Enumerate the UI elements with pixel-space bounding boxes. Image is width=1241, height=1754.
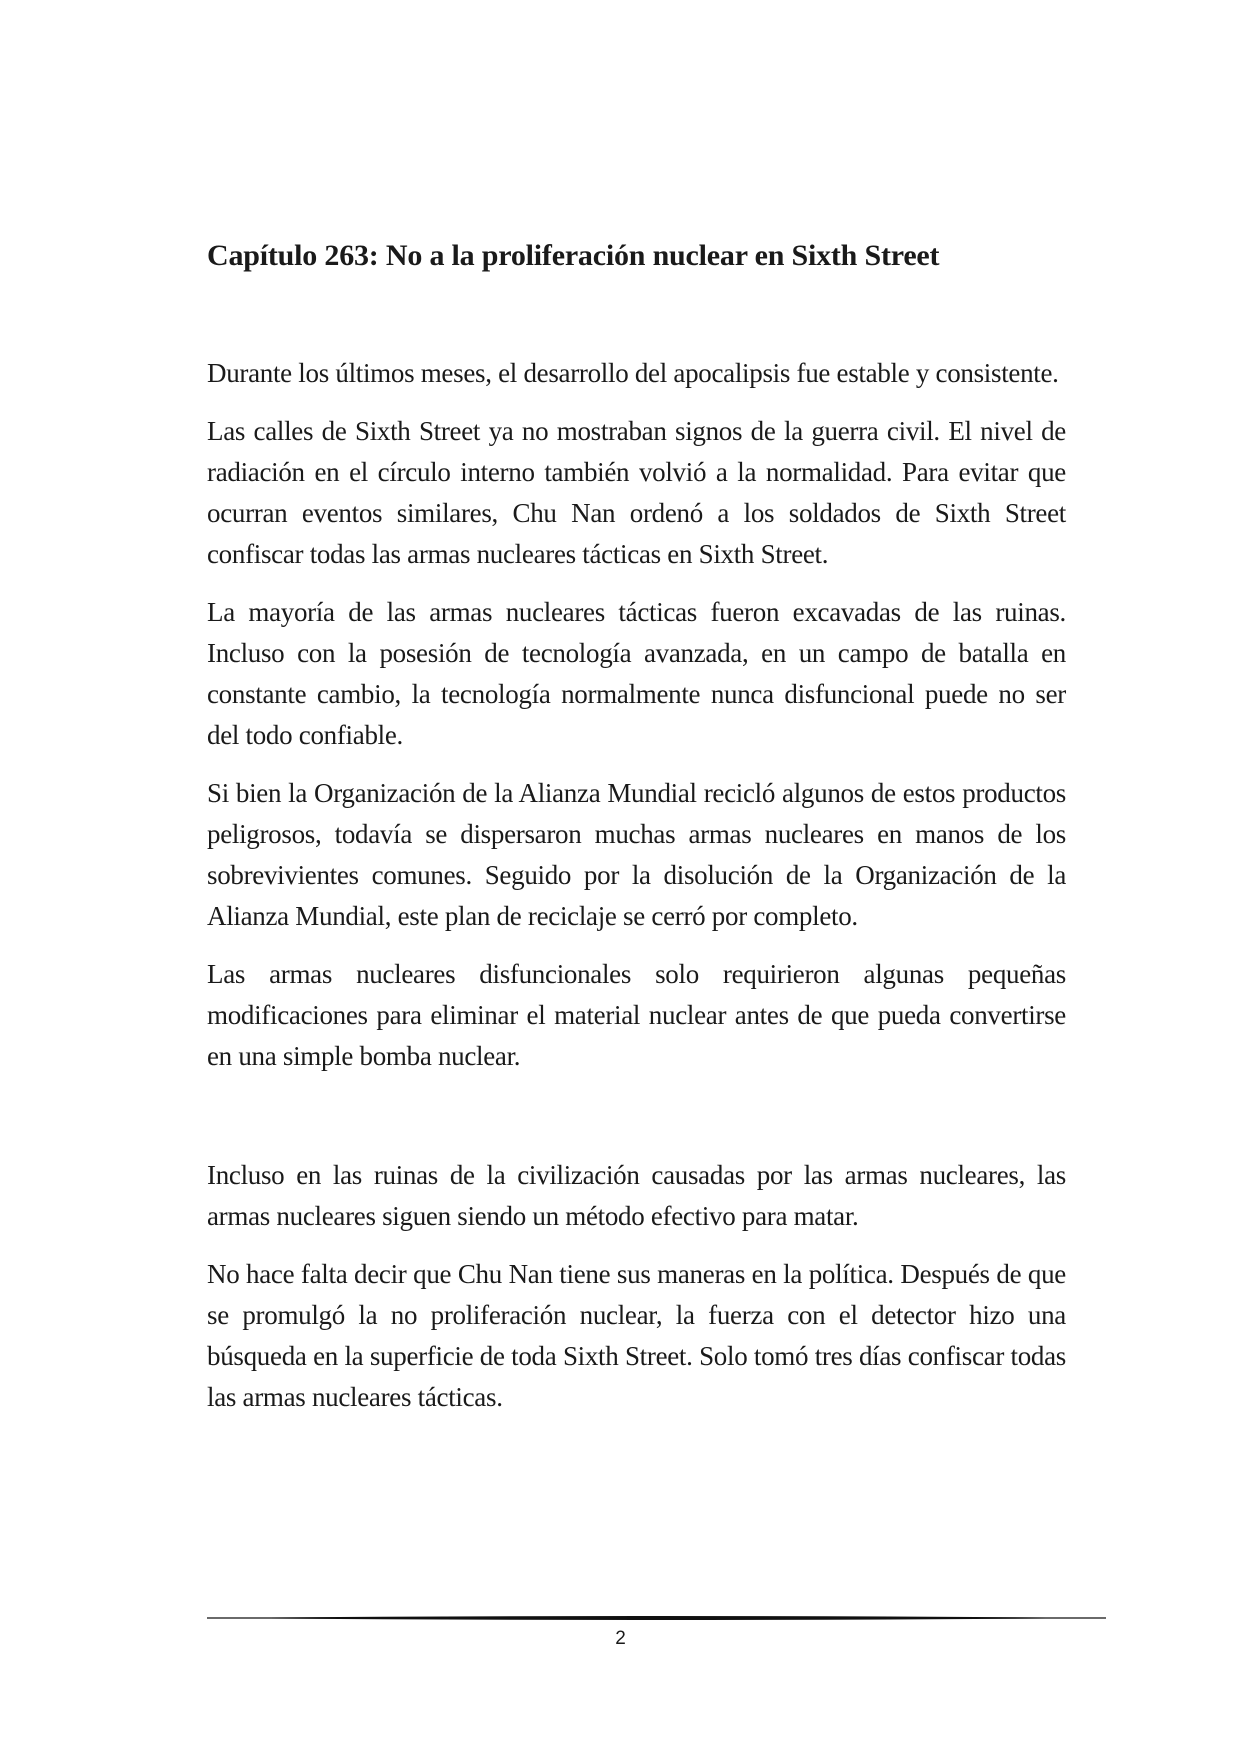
paragraph: Durante los últimos meses, el desarrollo del apocalipsis fue estable y consistente. (207, 358, 1059, 388)
paragraph: Las armas nucleares disfuncionales solo requirieron algunas pequeñas modificaciones para eliminar el material nuclear antes de que pueda convertirse en una simple bomba nuclear. (207, 959, 1066, 1071)
paragraph: Incluso en las ruinas de la civilización causadas por las armas nucleares, las armas nucleares siguen siendo un método efectivo para matar. (207, 1160, 1066, 1231)
paragraph: La mayoría de las armas nucleares tácticas fueron excavadas de las ruinas. Incluso con la posesión de tecnología avanzada, en un campo de batalla en constante cambio, la tecnología normalmente nunca disfuncional puede no ser del todo confiable. (207, 597, 1066, 750)
document-page (207, 236, 1066, 1435)
paragraph: Si bien la Organización de la Alianza Mundial recicló algunos de estos productos peligrosos, todavía se dispersaron muchas armas nucleares en manos de los sobrevivientes comunes. Seguido por la disolución de la Organización de la Alianza Mundial, este plan de reciclaje se cerró por completo. (207, 778, 1066, 931)
footer-divider (207, 1614, 1106, 1622)
paragraph: No hace falta decir que Chu Nan tiene sus maneras en la política. Después de que se promulgó la no proliferación nuclear, la fuerza con el detector hizo una búsqueda en la superficie de toda Sixth Street. Solo tomó tres días confiscar todas las armas nucleares tácticas. (207, 1259, 1066, 1412)
paragraph: Las calles de Sixth Street ya no mostraban signos de la guerra civil. El nivel de radiación en el círculo interno también volvió a la normalidad. Para evitar que ocurran eventos similares, Chu Nan ordenó a los soldados de Sixth Street confiscar todas las armas nucleares tácticas en Sixth Street. (207, 416, 1066, 569)
chapter-title: Capítulo 263: No a la proliferación nuclear en Sixth Street (207, 239, 940, 272)
page-number: 2 (615, 1628, 626, 1649)
